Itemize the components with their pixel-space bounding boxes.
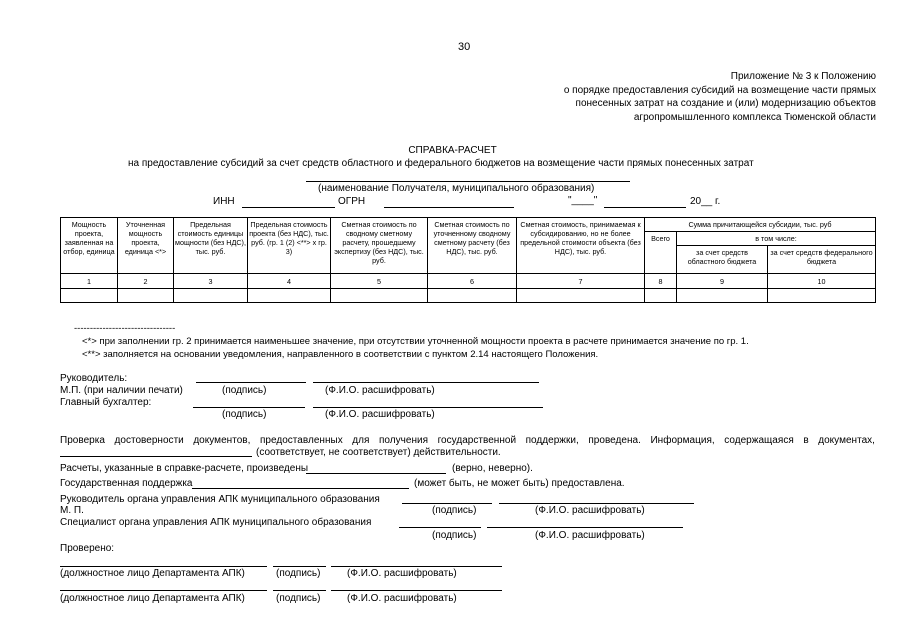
header-col-2: Уточненная мощность проекта, единица <*>	[118, 218, 174, 274]
table-cell[interactable]	[118, 289, 174, 303]
stamp-label: М.П. (при наличии печати)	[60, 385, 183, 396]
column-number: 8	[645, 274, 677, 289]
apk-specialist-signature-caption: (подпись)	[432, 530, 477, 541]
head-label: Руководитель:	[60, 373, 128, 384]
head-fio-caption: (Ф.И.О. расшифровать)	[325, 385, 435, 396]
apk-head-fio-line	[499, 503, 694, 504]
apk-specialist-label: Специалист органа управления АПК муниципального образования	[60, 517, 372, 528]
header-col-5: Сметная стоимость по сводному сметному расчету, прошедшему экспертизу (без НДС), тыс. руб.	[331, 218, 428, 274]
head-fio-line	[313, 382, 539, 383]
calc-label: Расчеты, указанные в справке-расчете, произведены	[60, 463, 309, 474]
header-including: в том числе:	[677, 232, 876, 246]
official-2-signature-line	[273, 590, 326, 591]
verification-options: (соответствует, не соответствует) действительности.	[256, 447, 501, 458]
apk-specialist-fio-caption: (Ф.И.О. расшифровать)	[535, 530, 645, 541]
accountant-signature-caption: (подпись)	[222, 409, 267, 420]
calc-field	[306, 473, 446, 474]
apk-specialist-fio-line	[487, 527, 683, 528]
chief-accountant-label: Главный бухгалтер:	[60, 397, 152, 408]
header-col-6: Сметная стоимость по уточненному сводному сметному расчету (без НДС), тыс. руб.	[428, 218, 517, 274]
column-number: 3	[174, 274, 248, 289]
official-1-fio-caption: (Ф.И.О. расшифровать)	[347, 568, 457, 579]
apk-stamp-label: М. П.	[60, 505, 84, 516]
table-cell[interactable]	[645, 289, 677, 303]
table-cell[interactable]	[248, 289, 331, 303]
recipient-line	[306, 181, 630, 182]
support-label: Государственная поддержка	[60, 478, 193, 489]
header-col-7: Сметная стоимость, принимаемая к субсидированию, но не более предельной стоимости объекта (без НДС), тыс. руб.	[517, 218, 645, 274]
head-signature-caption: (подпись)	[222, 385, 267, 396]
date-day: "____"	[568, 195, 598, 206]
date-year: 20__ г.	[690, 196, 721, 207]
support-options: (может быть, не может быть) предоставлена.	[414, 478, 625, 489]
apk-head-label: Руководитель органа управления АПК муниципального образования	[60, 494, 380, 505]
header-col-4: Предельная стоимость проекта (без НДС), тыс. руб. (гр. 1 (2) <**> x гр. 3)	[248, 218, 331, 274]
ogrn-label: ОГРН	[338, 196, 366, 207]
header-regional-budget: за счет средств областного бюджета	[677, 246, 768, 274]
table-cell[interactable]	[331, 289, 428, 303]
table-cell[interactable]	[61, 289, 118, 303]
apk-head-fio-caption: (Ф.И.О. расшифровать)	[535, 505, 645, 516]
head-signature-line	[196, 382, 306, 383]
table-cell[interactable]	[174, 289, 248, 303]
recipient-caption: (наименование Получателя, муниципального образования)	[318, 183, 595, 194]
date-month-field	[604, 207, 686, 208]
column-number: 10	[768, 274, 876, 289]
calc-options: (верно, неверно).	[452, 463, 533, 474]
support-field	[192, 488, 409, 489]
header-col-3: Предельная стоимость единицы мощности (без НДС), тыс. руб.	[174, 218, 248, 274]
column-number: 7	[517, 274, 645, 289]
column-number: 2	[118, 274, 174, 289]
inn-field	[242, 207, 335, 208]
appendix-line-4: агропромышленного комплекса Тюменской области	[633, 111, 876, 123]
appendix-line-2: о порядке предоставления субсидий на возмещение части прямых	[563, 84, 876, 96]
document-title: СПРАВКА-РАСЧЕТ	[408, 145, 497, 156]
table-cell[interactable]	[517, 289, 645, 303]
official-1-line	[60, 566, 267, 567]
official-1-signature-caption: (подпись)	[276, 568, 321, 579]
inn-label: ИНН	[213, 196, 235, 207]
appendix-header	[564, 70, 876, 124]
header-total: Всего	[645, 232, 677, 274]
official-2-fio-caption: (Ф.И.О. расшифровать)	[347, 593, 457, 604]
page-number: 30	[458, 41, 471, 53]
checked-label: Проверено:	[60, 543, 115, 554]
official-2-fio-line	[331, 590, 502, 591]
column-number: 4	[248, 274, 331, 289]
table-cell[interactable]	[677, 289, 768, 303]
official-2-line	[60, 590, 267, 591]
calculation-table	[60, 217, 876, 303]
apk-specialist-signature-line	[399, 527, 481, 528]
header-federal-budget: за счет средств федерального бюджета	[768, 246, 876, 274]
appendix-line-3: понесенных затрат на создание и (или) модернизацию объектов	[575, 98, 876, 109]
column-number: 9	[677, 274, 768, 289]
header-subsidy-sum: Сумма причитающейся субсидии, тыс. руб	[645, 218, 876, 232]
note-1: <*> при заполнении гр. 2 принимается наименьшее значение, при отсутствии уточненной мощности проекта в расчете принимается значение по гр. 1.	[82, 336, 749, 347]
accountant-fio-line	[313, 407, 543, 408]
document-subtitle: на предоставление субсидий за счет средств областного и федерального бюджетов на возмещение части прямых понесенных затрат	[128, 158, 754, 169]
official-1-signature-line	[273, 566, 326, 567]
ogrn-field	[384, 207, 514, 208]
official-2-caption: (должностное лицо Департамента АПК)	[60, 593, 245, 604]
notes-separator: --------------------------------	[74, 323, 176, 334]
header-col-1: Мощность проекта, заявленная на отбор, единица	[61, 218, 118, 274]
column-number: 1	[61, 274, 118, 289]
accountant-signature-line	[193, 407, 305, 408]
table-cell[interactable]	[768, 289, 876, 303]
appendix-line-1: Приложение № 3 к Положению	[730, 71, 876, 82]
official-2-signature-caption: (подпись)	[276, 593, 321, 604]
verification-field	[60, 456, 252, 457]
apk-head-signature-line	[402, 503, 492, 504]
note-2: <**> заполняется на основании уведомления, направленного в соответствии с пунктом 2.14 настоящего Положения.	[82, 349, 599, 360]
verification-text: Проверка достоверности документов, предоставленных для получения государственной поддержки, проведена. Информация, содержащаяся в документах,	[60, 435, 875, 446]
accountant-fio-caption: (Ф.И.О. расшифровать)	[325, 409, 435, 420]
column-number: 6	[428, 274, 517, 289]
table-cell[interactable]	[428, 289, 517, 303]
official-1-fio-line	[331, 566, 502, 567]
column-number: 5	[331, 274, 428, 289]
apk-head-signature-caption: (подпись)	[432, 505, 477, 516]
official-1-caption: (должностное лицо Департамента АПК)	[60, 568, 245, 579]
